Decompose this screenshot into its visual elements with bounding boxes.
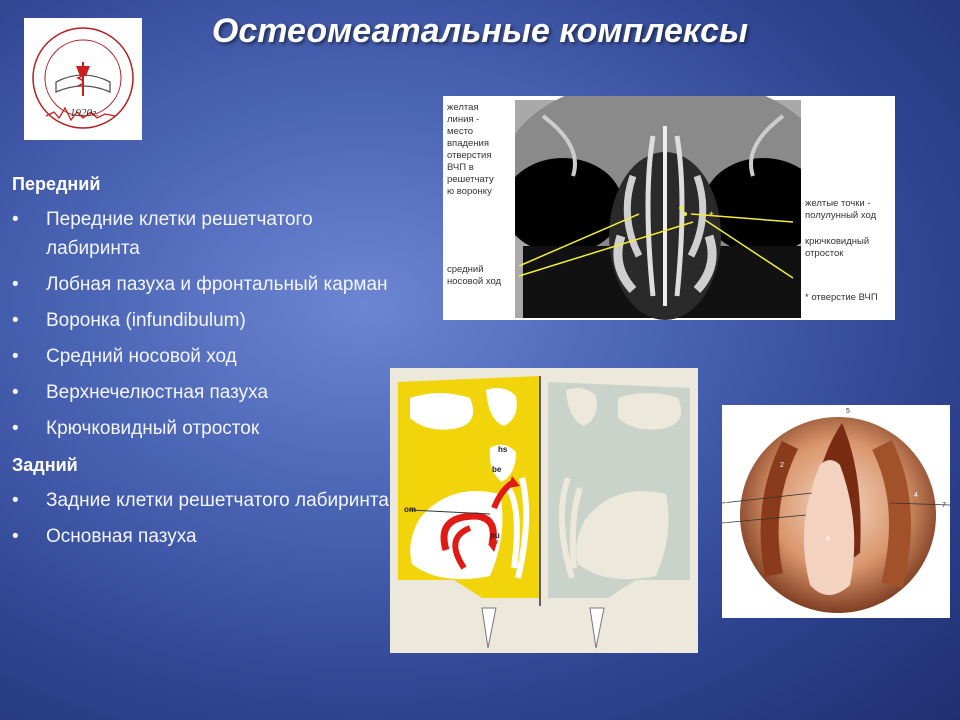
section-heading-posterior: Задний [12,455,78,475]
bullet-content [12,174,397,563]
ct-label-middle-meatus-1: носовой ход [447,276,502,287]
ct-label-yellow-line-3: впадения [447,138,489,149]
ct-label-yellow-dots-0: желтые точки - [805,198,871,209]
list-item: • Лобная пазуха и фронтальный карман [12,270,397,299]
endoscopy-image [722,405,950,618]
endo-label-4: 4 [914,492,918,499]
ct-label-yellow-line-1: линия - [447,114,480,125]
ct-label-middle-meatus-0: средний [447,264,484,275]
endo-label-7: 7 [942,502,946,509]
list-item: • Средний носовой ход [12,342,397,371]
sinus-diagram [390,368,698,653]
endo-label-1: 1 [724,520,728,527]
diagram-label-be: be [492,465,502,474]
logo-emblem [24,18,142,140]
endo-label-2: 2 [780,462,784,469]
anterior-list [12,205,397,443]
list-item: • Передние клетки решетчатого лабиринта [12,205,397,263]
endo-label-3: 3 [724,500,728,507]
ct-label-uncinate-1: отросток [805,248,844,259]
list-item: • Задние клетки решетчатого лабиринта [12,486,397,515]
ct-label-yellow-line-2: место [447,126,474,137]
ct-label-asterisk: * отверстие ВЧП [805,292,878,303]
endo-label-6: 6 [826,536,830,543]
diagram-label-pu: pu [490,531,500,540]
ct-label-yellow-line-6: решетчату [447,174,494,185]
list-item: • Основная пазуха [12,522,397,551]
logo-year: 1920г. [70,107,99,119]
ct-scan-image [443,96,895,320]
ct-label-yellow-line-4: отверстия [447,150,492,161]
list-item: • Воронка (infundibulum) [12,306,397,335]
posterior-list [12,486,397,551]
ct-label-yellow-line-5: ВЧП в [447,162,474,173]
ct-label-yellow-line-7: ю воронку [447,186,492,197]
diagram-label-om: om [404,505,416,514]
svg-text:*: * [709,209,714,223]
ct-label-yellow-dots-1: полулунный ход [805,210,877,221]
diagram-label-hs: hs [498,445,508,454]
list-item: • Верхнечелюстная пазуха [12,378,397,407]
list-item: • Крючковидный отросток [12,414,397,443]
ct-label-yellow-line-0: желтая [447,102,479,113]
endo-label-5: 5 [846,408,850,415]
ct-label-uncinate-0: крючковидный [805,236,870,247]
university-logo [24,18,142,140]
section-heading-anterior: Передний [12,174,101,194]
slide-title: Остеомеатальные комплексы [211,12,749,50]
